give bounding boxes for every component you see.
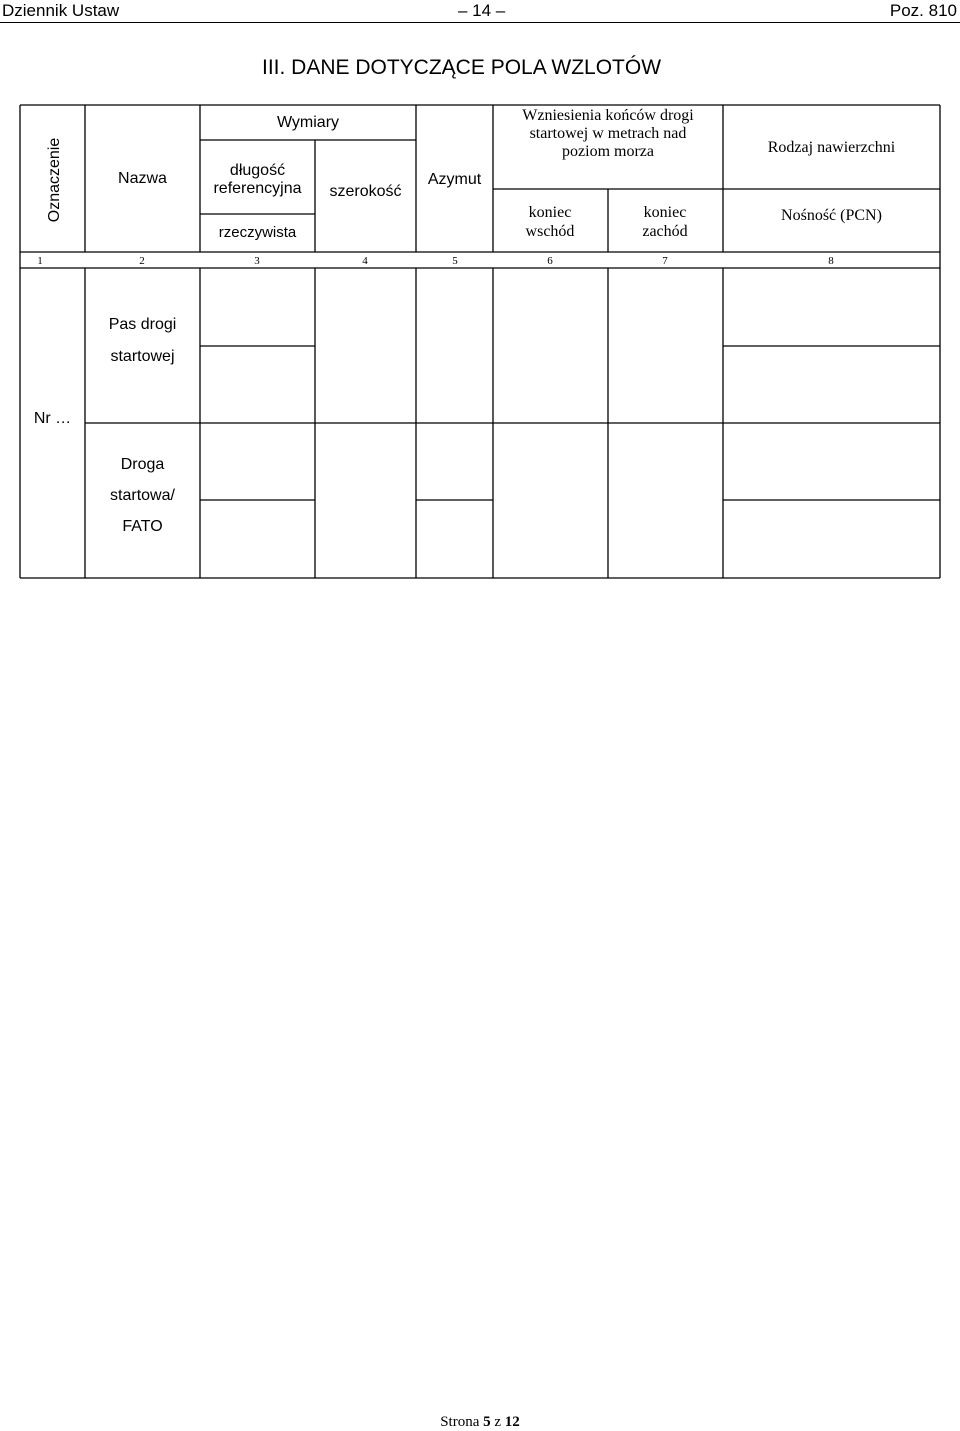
column-number: 5 — [452, 255, 458, 267]
section-title: III. DANE DOTYCZĄCE POLA WZLOTÓW — [262, 56, 662, 79]
column-number: 6 — [547, 255, 553, 267]
szerokosc-header: szerokość — [329, 183, 402, 200]
droga-startowa-label: FATO — [122, 518, 163, 535]
azymut-header: Azymut — [427, 171, 482, 188]
column-number: 4 — [362, 255, 368, 267]
page-number: – 14 – — [458, 1, 506, 20]
nazwa-header: Nazwa — [118, 170, 167, 187]
nosnosc-header: Nośność (PCN) — [781, 207, 882, 224]
column-number: 7 — [662, 255, 668, 267]
droga-startowa-label: Droga — [120, 456, 165, 473]
droga-startowa-label: startowa/ — [110, 487, 175, 504]
rzeczywista-header: rzeczywista — [218, 224, 297, 241]
column-number: 1 — [37, 255, 43, 267]
column-number: 2 — [139, 255, 145, 267]
footer-prefix: Strona — [440, 1414, 480, 1430]
column-number: 8 — [828, 255, 834, 267]
footer-separator: z — [494, 1414, 502, 1430]
koniec-zachod-header: koniec zachód — [642, 204, 688, 240]
wzniesienia-header: Wzniesienia końców drogi startowej w metrach nad poziom morza — [522, 107, 694, 160]
dlugosc-referencyjna-header: długość referencyjna — [213, 162, 302, 197]
pas-drogi-label: Pas drogi — [108, 316, 177, 333]
footer-current-page: 5 — [483, 1414, 491, 1430]
column-number: 3 — [254, 255, 260, 267]
wymiary-header: Wymiary — [276, 114, 340, 131]
rodzaj-nawierzchni-header: Rodzaj nawierzchni — [767, 139, 896, 156]
pas-drogi-label: startowej — [110, 348, 175, 365]
nr-cell: Nr … — [33, 410, 72, 427]
koniec-wschod-header: koniec wschód — [525, 204, 575, 240]
position-number: Poz. 810 — [889, 1, 957, 20]
journal-name: Dziennik Ustaw — [2, 1, 120, 20]
footer-total-pages: 12 — [504, 1414, 520, 1430]
oznaczenie-header: Oznaczenie — [46, 137, 63, 223]
page-footer — [0, 1414, 960, 1431]
